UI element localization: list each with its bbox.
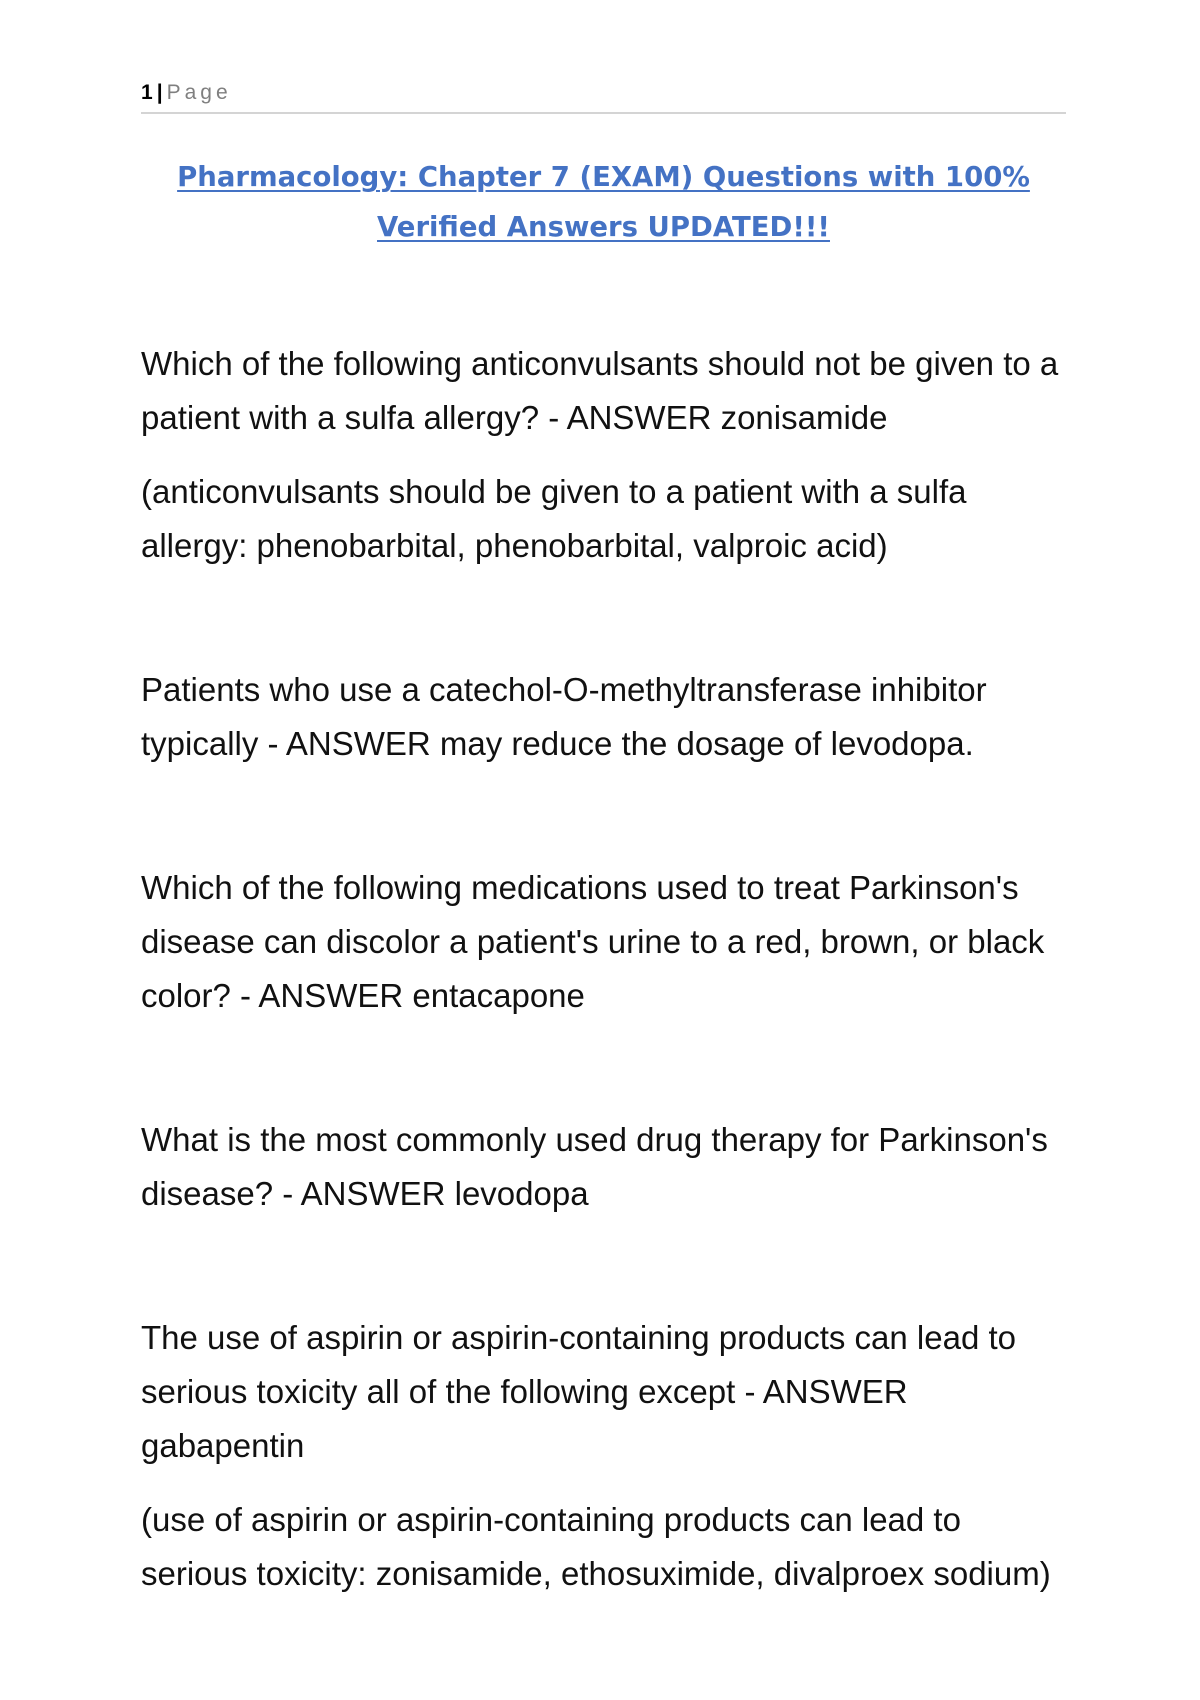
page-separator: | — [156, 81, 163, 104]
page-label: Page — [166, 81, 232, 104]
question-3: Which of the following medications used to treat Parkinson's disease can discolor a patient's urine to a red, brown, or black color? - ANSWER entacapone — [141, 869, 1045, 1014]
note-1: (anticonvulsants should be given to a patient with a sulfa allergy: phenobarbital, phenobarbital, valproic acid) — [141, 473, 967, 564]
document-title — [141, 152, 1066, 252]
question-4: What is the most commonly used drug therapy for Parkinson's disease? - ANSWER levodopa — [141, 1121, 1048, 1212]
title-line-2: Verified Answers UPDATED!!! — [377, 211, 830, 243]
page-header — [141, 78, 1066, 114]
qa-list — [141, 337, 1066, 1601]
page-number: 1 — [141, 81, 153, 104]
question-5: The use of aspirin or aspirin-containing products can lead to serious toxicity all of the following except - ANSWER gabapentin — [141, 1319, 1016, 1464]
note-5: (use of aspirin or aspirin-containing products can lead to serious toxicity: zonisamide, ethosuximide, divalproex sodium) — [141, 1501, 1051, 1592]
question-1: Which of the following anticonvulsants should not be given to a patient with a sulfa allergy? - ANSWER zonisamide — [141, 345, 1059, 436]
title-line-1: Pharmacology: Chapter 7 (EXAM) Questions with 100% — [177, 161, 1030, 193]
question-2: Patients who use a catechol-O-methyltransferase inhibitor typically - ANSWER may reduce the dosage of levodopa. — [141, 671, 987, 762]
